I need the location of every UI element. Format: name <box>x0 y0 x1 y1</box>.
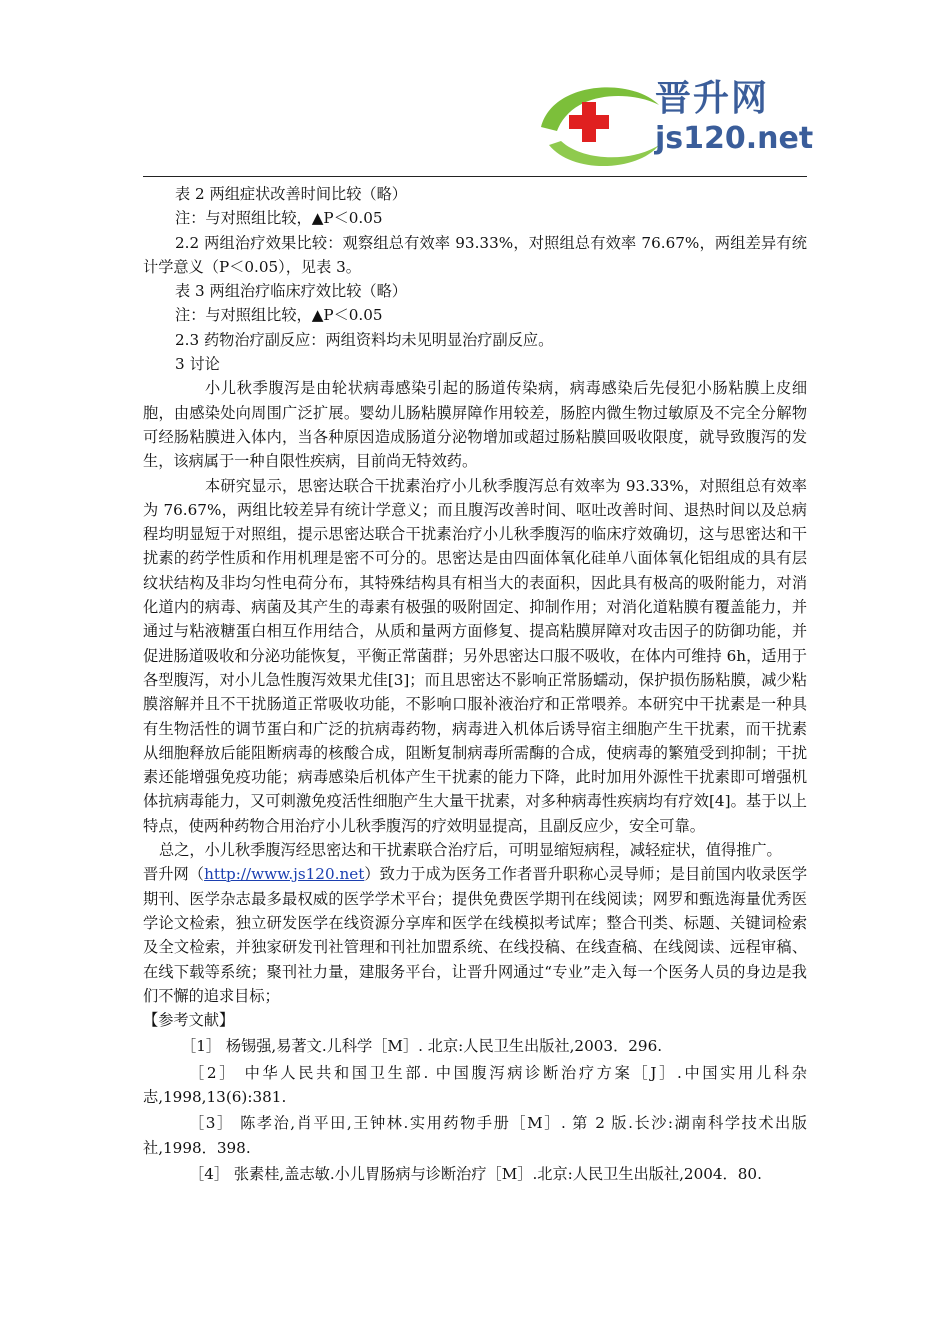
reference-item: ［3］ 陈孝治,肖平田,王钟林.实用药物手册［M］. 第 2 版.长沙:湖南科学技术出版社,1998．398. <box>143 1114 807 1157</box>
promo-text-after: ）致力于成为医务工作者晋升职称心灵导师；是目前国内收录医学期刊、医学杂志最多最权威的医学学术平台；提供免费医学期刊在线阅读；网罗和甄选海量优秀医学论文检索，独立研发医学在线资源分享库和医学在线模拟考试库；整合刊类、标题、关键词检索及全文检索，并独家研发刊社管理和刊社加盟系统、在线投稿、在线查稿、在线阅读、远程审稿、在线下载等系统；聚刊社力量，建服务平台，让晋升网通过“专业”走入每一个医务人员的身边是我们不懈的追求目标； <box>143 865 808 1005</box>
discussion-paragraph-1: 小儿秋季腹泻是由轮状病毒感染引起的肠道传染病，病毒感染后先侵犯小肠粘膜上皮细胞，由感染处向周围广泛扩展。婴幼儿肠粘膜屏障作用较差，肠腔内微生物过敏原及不完全分解物可经肠粘膜进入体内，当各种原因造成肠道分泌物增加或超过肠粘膜回吸收限度，就导致腹泻的发生，该病属于一种自限性疾病，目前尚无特效药。 <box>143 379 807 471</box>
logo-domain: js120.net <box>655 121 814 156</box>
section-2-3: 2.3 药物治疗副反应：两组资料均未见明显治疗副反应。 <box>175 330 554 349</box>
header-divider <box>143 176 807 177</box>
conclusion-paragraph: 总之，小儿秋季腹泻经思密达和干扰素联合治疗后，可明显缩短病程，减轻症状，值得推广。 <box>159 841 782 860</box>
promo-paragraph <box>143 862 807 1008</box>
site-logo[interactable] <box>535 75 814 170</box>
logo-emblem-icon <box>535 75 665 170</box>
section-2-2: 2.2 两组治疗效果比较：观察组总有效率 93.33%，对照组总有效率 76.67%，两组差异有统计学意义（P＜0.05），见表 3。 <box>143 233 807 276</box>
article-body <box>143 182 807 1186</box>
promo-text-before: 晋升网（ <box>143 865 205 884</box>
discussion-paragraph-2: 本研究显示，思密达联合干扰素治疗小儿秋季腹泻总有效率为 93.33%，对照组总有效率为 76.67%，两组比较差异有统计学意义；而且腹泻改善时间、呕吐改善时间、退热时间以及总病程均明显短于对照组，提示思密达联合干扰素治疗小儿秋季腹泻的临床疗效确切，这与思密达和干扰素的药学性质和作用机理是密不可分的。思密达是由四面体氧化硅单八面体氧化铝组成的具有层纹状结构及非均匀性电荷分布，其特殊结构具有相当大的表面积，因此具有极高的吸附能力，对消化道内的病毒、病菌及其产生的毒素有极强的吸附固定、抑制作用；对消化道粘膜有覆盖能力，并通过与粘液糖蛋白相互作用结合，从质和量两方面修复、提高粘膜屏障对攻击因子的防御功能，并促进肠道吸收和分泌功能恢复，平衡正常菌群；另外思密达口服不吸收，在体内可维持 6h，适用于各型腹泻，对小儿急性腹泻效果尤佳[3]；而且思密达不影响正常肠蠕动，保护损伤肠粘膜，减少粘膜溶解并且不干扰肠道正常吸收功能，不影响口服补液治疗和正常喂养。本研究中干扰素是一种具有生物活性的调节蛋白和广泛的抗病毒药物，病毒进入机体后诱导宿主细胞产生干扰素，而干扰素从细胞释放后能阻断病毒的核酸合成，阻断复制病毒所需酶的合成，使病毒的繁殖受到抑制；干扰素还能增强免疫功能；病毒感染后机体产生干扰素的能力下降，此时加用外源性干扰素即可增强机体抗病毒能力，又可刺激免疫活性细胞产生大量干扰素，对多种病毒性疾病均有疗效[4]。基于以上特点，使两种药物合用治疗小儿秋季腹泻的疗效明显提高，且副反应少，安全可靠。 <box>143 476 807 835</box>
reference-item: ［4］ 张素桂,盖志敏.小儿胃肠病与诊断治疗［M］.北京:人民卫生出版社,2004．80. <box>189 1164 762 1183</box>
table3-note: 注：与对照组比较，▲P＜0.05 <box>175 306 383 325</box>
site-link[interactable]: http://www.js120.net <box>204 865 365 884</box>
table2-note: 注：与对照组比较，▲P＜0.05 <box>175 209 383 228</box>
table3-caption: 表 3 两组治疗临床疗效比较（略） <box>175 282 407 301</box>
reference-item: ［1］ 杨锡强,易著文.儿科学［M］. 北京:人民卫生出版社,2003．296. <box>181 1037 663 1056</box>
section-3-heading: 3 讨论 <box>175 355 220 374</box>
logo-wordmark <box>655 77 813 157</box>
logo-name: 晋升网 <box>655 78 770 119</box>
references-heading: 【参考文献】 <box>143 1011 235 1030</box>
table2-caption: 表 2 两组症状改善时间比较（略） <box>175 185 407 203</box>
reference-item: ［2］ 中华人民共和国卫生部. 中国腹泻病诊断治疗方案［J］.中国实用儿科杂志,1998,13(6):381. <box>143 1063 807 1106</box>
